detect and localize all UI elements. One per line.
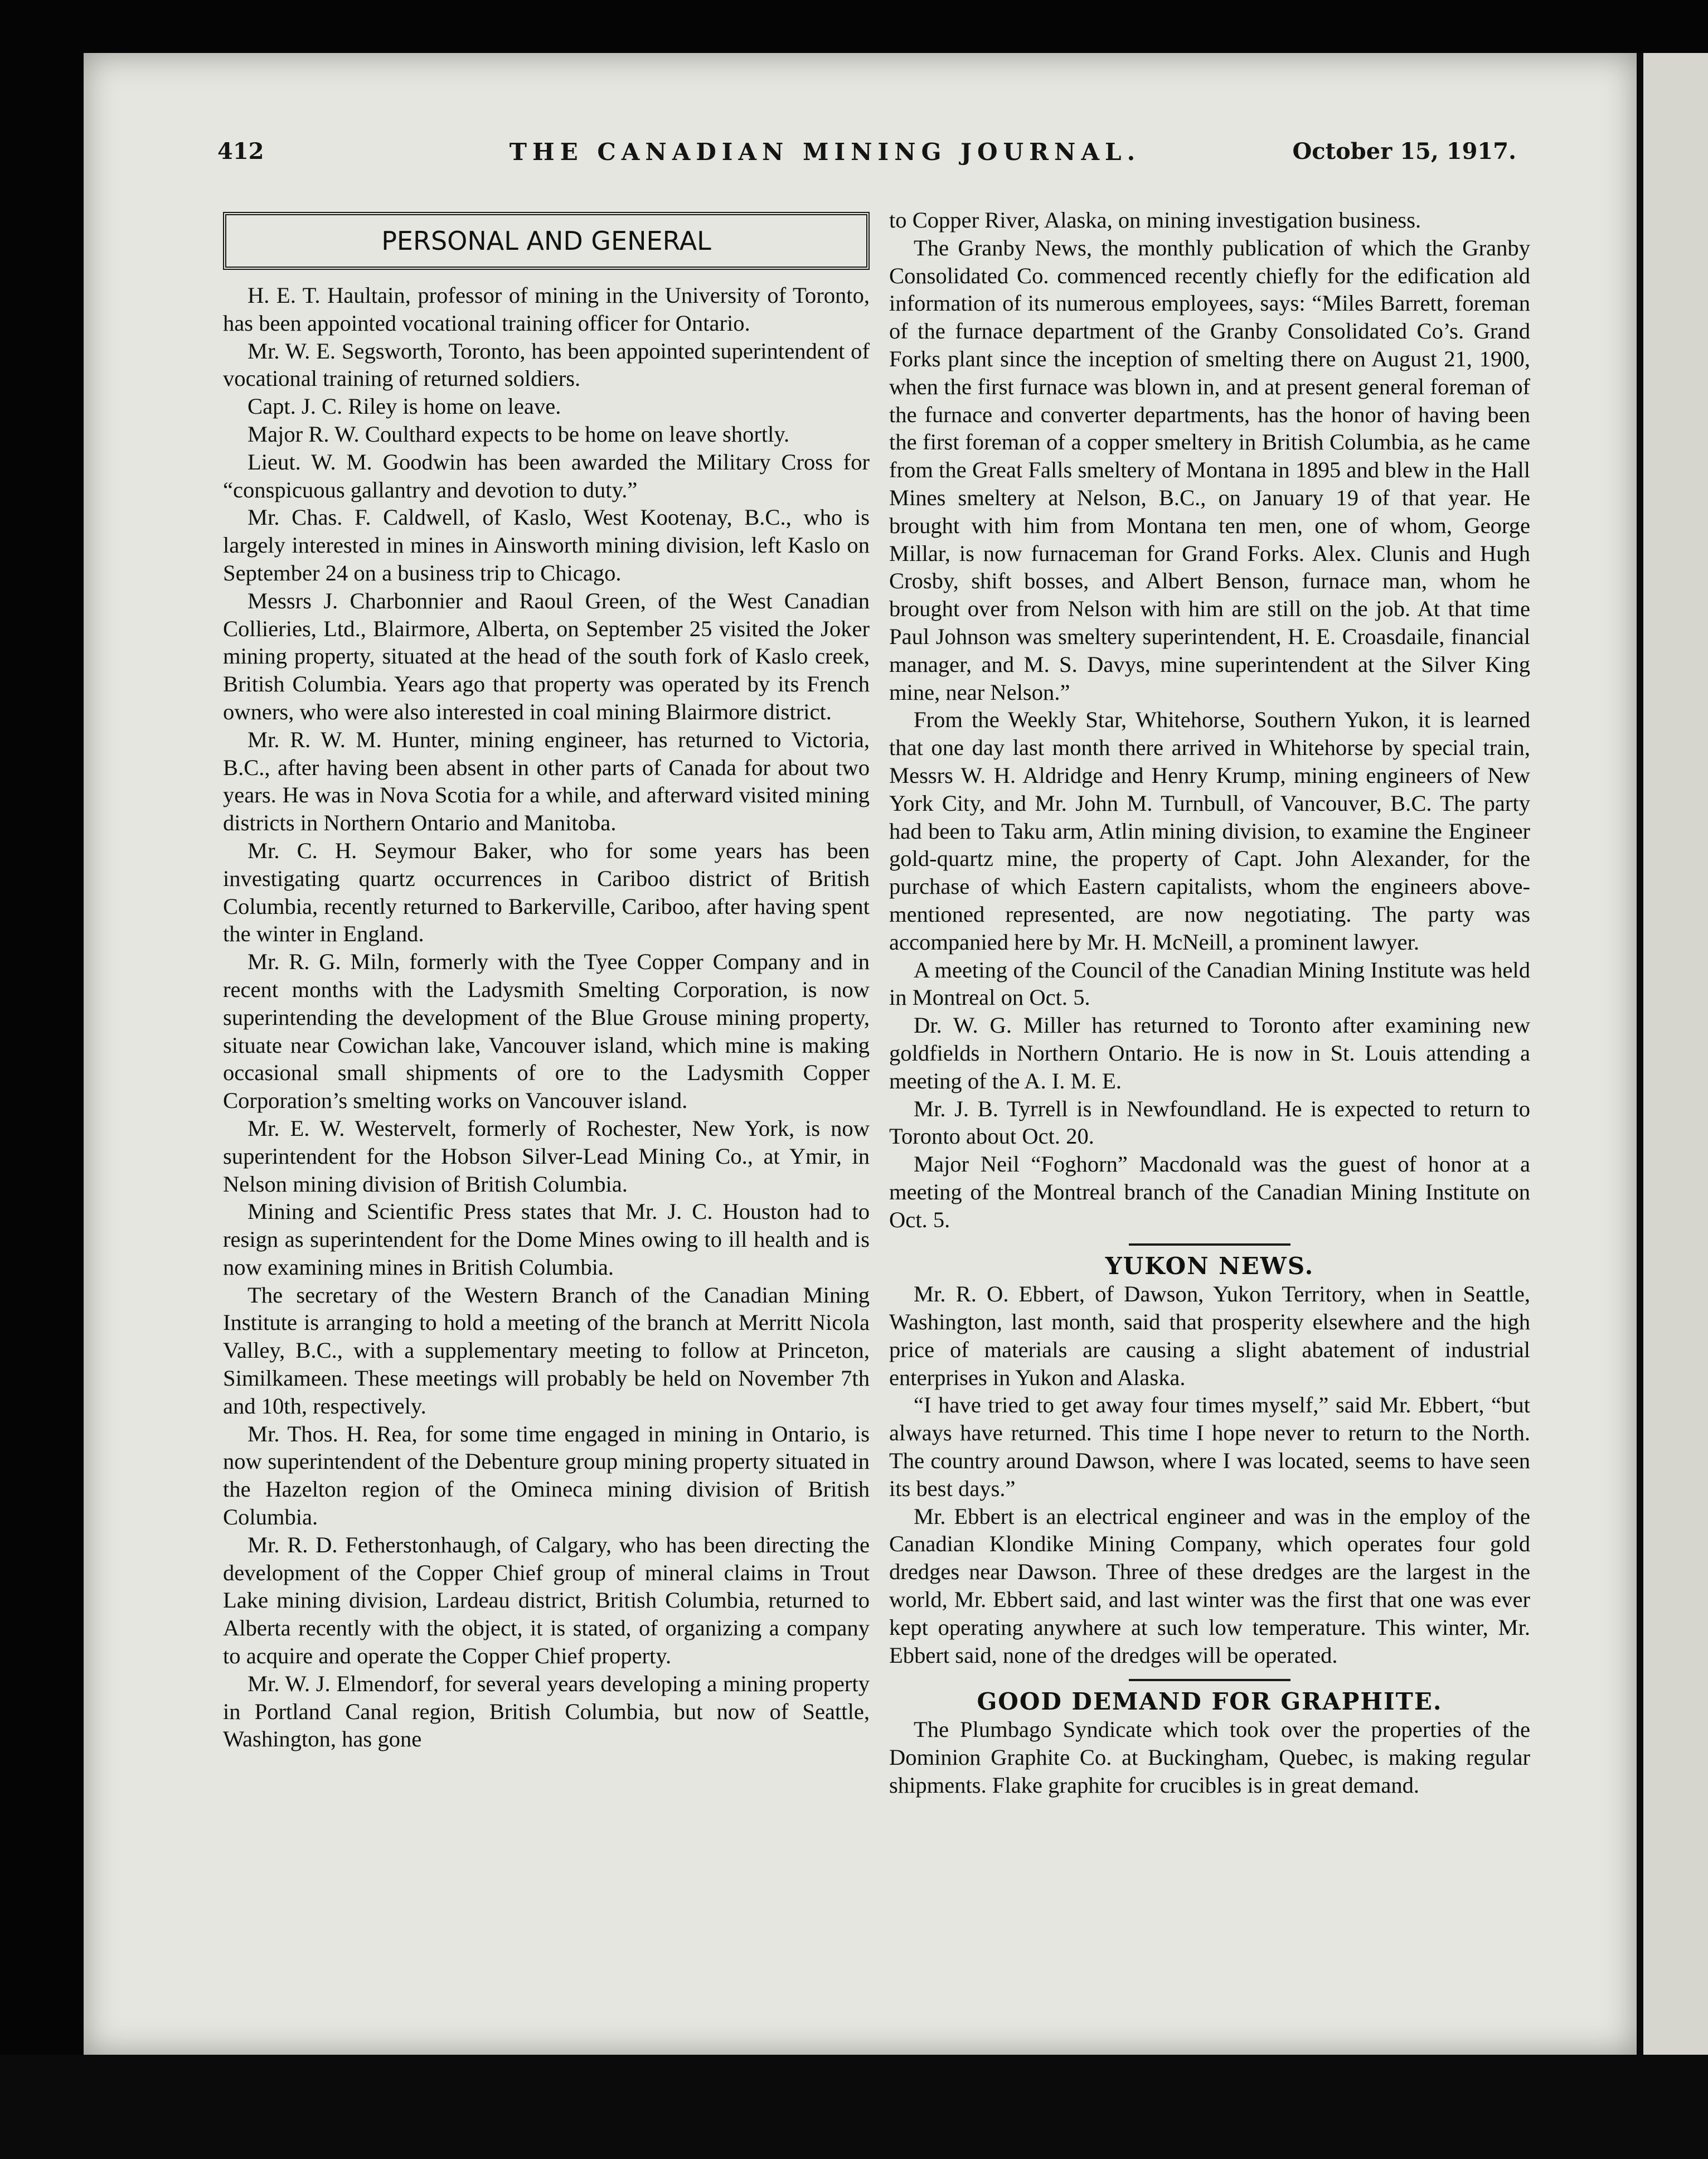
section-divider (1129, 1243, 1290, 1246)
paragraph: Mr. Chas. F. Caldwell, of Kaslo, West Kootenay, B.C., who is largely interested in mines in Ainsworth mining division, left Kaslo on September 24 on a business trip to Chicago. (223, 505, 870, 585)
paragraph: H. E. T. Haultain, professor of mining in the University of Toronto, has been appointed vocational training officer for Ontario. (223, 283, 870, 336)
paragraph: Mr. Thos. H. Rea, for some time engaged in mining in Ontario, is now superintendent of the Debenture group mining property situated in the Hazelton region of the Omineca mining division of British Columbia. (223, 1421, 870, 1530)
paragraph: Messrs J. Charbonnier and Raoul Green, of the West Canadian Collieries, Ltd., Blairmore, Alberta, on September 25 visited the Joker mining property, situated at the head of the south fork of Kaslo creek, British Columbia. Years ago that property was operated by its French owners, who were also interested in coal mining Blairmore district. (223, 588, 870, 724)
paragraph: Mr. J. B. Tyrrell is in Newfoundland. He is expected to return to Toronto about Oct. 20. (889, 1096, 1530, 1149)
paragraph: The Plumbago Syndicate which took over the properties of the Dominion Graphite Co. at Buckingham, Quebec, is making regular shipments. Flake graphite for crucibles is in great demand. (889, 1717, 1530, 1798)
paragraph: “I have tried to get away four times myself,” said Mr. Ebbert, “but always have returned. This time I hope never to return to the North. The country around Dawson, where I was located, seems to have seen its best days.” (889, 1392, 1530, 1501)
continued-paragraph: to Copper River, Alaska, on mining investigation business. (889, 207, 1421, 233)
paragraph: Mr. R. W. M. Hunter, mining engineer, has returned to Victoria, B.C., after having been absent in other parts of Canada for about two years. He was in Nova Scotia for a while, and afterward visited mining districts in Northern Ontario and Manitoba. (223, 727, 870, 836)
paragraph: Major R. W. Coulthard expects to be home on leave shortly. (248, 421, 790, 447)
section-title: PERSONAL AND GENERAL (381, 226, 711, 256)
paragraph: Capt. J. C. Riley is home on leave. (248, 394, 561, 419)
paragraph: Mr. R. D. Fetherstonhaugh, of Calgary, who has been directing the development of the Copper Chief group of mineral claims in Trout Lake mining division, Lardeau district, British Columbia, returned to Alberta recently with the object, it is stated, of organizing a company to acquire and operate the Copper Chief property. (223, 1532, 870, 1669)
paragraph: Mr. W. J. Elmendorf, for several years developing a mining property in Portland Canal region, British Columbia, but now of Seattle, Washington, has gone (223, 1671, 870, 1752)
paragraph: Mining and Scientific Press states that Mr. J. C. Houston had to resign as superintendent for the Dome Mines owing to ill health and is now examining mines in British Columbia. (223, 1199, 870, 1280)
paragraph: The Granby News, the monthly publication of which the Granby Consolidated Co. commenced recently chiefly for the edification ald information of its numerous employees, says: “Miles Barrett, foreman of the furnace department of the Granby Consolidated Co’s. Grand Forks plant since the inception of smelting there on August 21, 1900, when the first furnace was blown in, and at present general foreman of the furnace and converter departments, has the honor of having been the first foreman of a copper smeltery in British Columbia, as he came from the Great Falls smeltery of Montana in 1895 and blew in the Hall Mines smeltery at Nelson, B.C., on January 19 of that year. He brought with him from Montana ten men, one of whom, George Millar, is now furnaceman for Grand Forks. Alex. Clunis and Hugh Crosby, shift bosses, and Albert Benson, furnace man, whom he brought over from Nelson with him are still on the job. At that time Paul Johnson was smeltery superintendent, H. E. Croasdaile, financial manager, and M. S. Davys, mine superintendent at the Silver King mine, near Nelson.” (889, 235, 1530, 705)
paragraph: Mr. E. W. Westervelt, formerly of Rochester, New York, is now superintendent for the Hobson Silver-Lead Mining Co., at Ymir, in Nelson mining division of British Columbia. (223, 1115, 870, 1197)
issue-date: October 15, 1917. (1292, 138, 1516, 164)
paragraph: Mr. R. O. Ebbert, of Dawson, Yukon Territory, when in Seattle, Washington, last month, said that prosperity elsewhere and the high price of materials are causing a slight abatement of industrial enterprises in Yukon and Alaska. (889, 1281, 1530, 1390)
paragraph: Dr. W. G. Miller has returned to Toronto after examining new goldfields in Northern Ontario. He is now in St. Louis attending a meeting of the A. I. M. E. (889, 1013, 1530, 1093)
paragraph: Mr. C. H. Seymour Baker, who for some years has been investigating quartz occurrences in Cariboo district of British Columbia, recently returned to Barkerville, Cariboo, after having spent the winter in England. (223, 838, 870, 947)
paragraph: A meeting of the Council of the Canadian Mining Institute was held in Montreal on Oct. 5. (889, 957, 1530, 1010)
paragraph: From the Weekly Star, Whitehorse, Southern Yukon, it is learned that one day last month there arrived in Whitehorse by special train, Messrs W. H. Aldridge and Henry Krump, mining engineers of New York City, and Mr. John M. Turnbull, of Vancouver, B.C. The party had been to Taku arm, Atlin mining division, to examine the Engineer gold-quartz mine, the property of Capt. John Alexander, for the purchase of which Eastern capitalists, whom the engineers above-mentioned represented, are now negotiating. The party was accompanied here by Mr. H. McNeill, a prominent lawyer. (889, 707, 1530, 955)
section-divider (1129, 1679, 1290, 1681)
paragraph: Lieut. W. M. Goodwin has been awarded the Military Cross for “conspicuous gallantry and devotion to duty.” (223, 449, 870, 502)
journal-title: THE CANADIAN MINING JOURNAL. (509, 138, 1141, 166)
scan-bottom-border (0, 2055, 1708, 2159)
paragraph: Mr. R. G. Miln, formerly with the Tyee Copper Company and in recent months with the Ladysmith Smelting Corporation, is now superintending the development of the Blue Grouse mining property, situate near Cowichan lake, Vancouver island, which mine is making occasional small shipments of ore to the Ladysmith Copper Corporation’s smelting works on Vancouver island. (223, 949, 870, 1114)
adjacent-page-edge (1643, 53, 1708, 2094)
yukon-news-heading: YUKON NEWS. (1105, 1252, 1314, 1280)
right-column (889, 206, 1530, 1799)
page-number: 412 (217, 138, 264, 164)
section-title-box (223, 212, 870, 270)
running-header (134, 138, 1516, 177)
paragraph: Mr. W. E. Segsworth, Toronto, has been appointed superintendent of vocational training of returned soldiers. (223, 338, 870, 391)
paragraph: Mr. Ebbert is an electrical engineer and was in the employ of the Canadian Klondike Mining Company, which operates four gold dredges near Dawson. Three of these dredges are the largest in the world, Mr. Ebbert said, and last winter was the first that one was ever kept operating anywhere at such low temperature. This winter, Mr. Ebbert said, none of the dredges will be operated. (889, 1503, 1530, 1668)
left-column (223, 282, 870, 1753)
graphite-heading: GOOD DEMAND FOR GRAPHITE. (977, 1688, 1443, 1716)
paragraph: Major Neil “Foghorn” Macdonald was the guest of honor at a meeting of the Montreal branch of the Canadian Mining Institute on Oct. 5. (889, 1151, 1530, 1232)
paragraph: The secretary of the Western Branch of the Canadian Mining Institute is arranging to hold a meeting of the branch at Merritt Nicola Valley, B.C., with a supplementary meeting to follow at Princeton, Similkameen. These meetings will probably be held on November 7th and 10th, respectively. (223, 1282, 870, 1419)
